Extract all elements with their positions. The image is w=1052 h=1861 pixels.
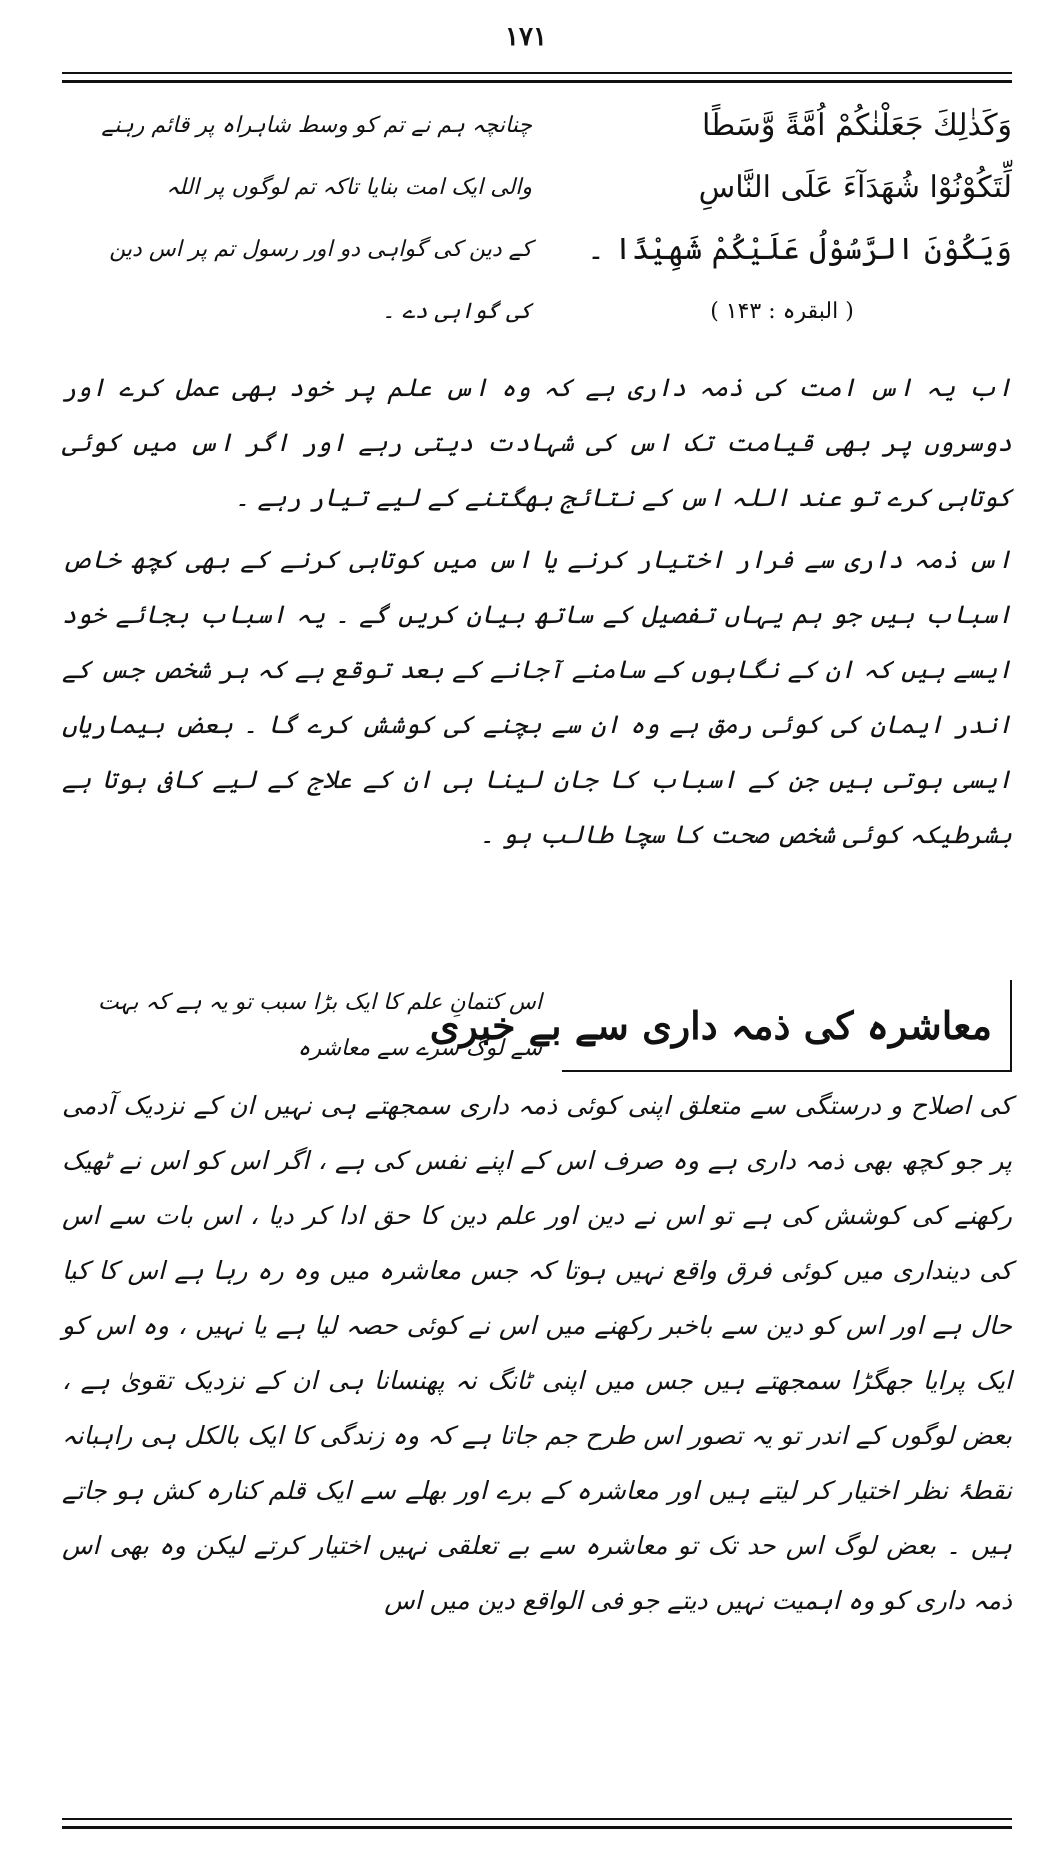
verse-translation: والی ایک امت بنایا تاکہ تم لوگوں پر اللہ (166, 175, 532, 200)
verse-reference: ( البقرہ : ۱۴۳ ) (710, 299, 854, 324)
section-heading: معاشرہ کی ذمہ داری سے بے خبری (562, 980, 1012, 1072)
verse-row (62, 158, 1012, 218)
book-page (40, 0, 1012, 1861)
quran-verse-block (62, 96, 1012, 351)
verse-arabic: وَيَكُوْنَ الرَّسُوْلُ عَلَيْكُمْ شَهِيْدًا ۔ (587, 232, 1012, 267)
verse-row (62, 220, 1012, 280)
verse-translation: کی گواہی دے ۔ (382, 299, 532, 324)
verse-arabic: وَكَذٰلِكَ جَعَلْنٰكُمْ اُمَّةً وَّسَطًا (702, 108, 1012, 143)
verse-translation: چنانچہ ہم نے تم کو وسط شاہراہ پر قائم رہنے (101, 113, 532, 138)
verse-translation: کے دین کی گواہی دو اور رسول تم پر اس دین (109, 237, 532, 262)
paragraph-2: اس ذمہ داری سے فرار اختیار کرنے یا اس میں کوتاہی کرنے کے بھی کچھ خاص اسباب ہیں جو ہم یہاں تفصیل کے ساتھ بیان کریں گے ۔ یہ اسباب بجائے خود ایسے ہیں کہ ان کے نگاہوں کے سامنے آجانے کے بعد توقع ہے کہ ہر شخص جس کے اندر ایمان کی کوئی رمق ہے وہ ان سے بچنے کی کوشش کرے گا ۔ بعض بیماریاں ایسی ہوتی ہیں جن کے اسباب کا جان لینا ہی ان کے علاج کے لیے کافی ہوتا ہے بشرطیکہ کوئی شخص صحت کا سچا طالب ہو ۔ (62, 545, 1012, 849)
page-number: ۱۷۱ (505, 22, 547, 52)
section-side-text: اس کتمانِ علم کا ایک بڑا سبب تو یہ ہے کہ بہت سے لوگ سرے سے معاشرہ (97, 990, 542, 1061)
verse-row (62, 282, 1012, 342)
paragraph-1: اب یہ اس امت کی ذمہ داری ہے کہ وہ اس علم پر خود بھی عمل کرے اور دوسروں پر بھی قیامت تک اس کی شہادت دیتی رہے اور اگر اس میں کوئی کوتاہی کرے تو عند اللہ اس کے نتائج بھگتنے کے لیے تیار رہے ۔ (62, 373, 1012, 512)
top-divider (62, 72, 1012, 83)
paragraph-3: کی اصلاح و درستگی سے متعلق اپنی کوئی ذمہ داری سمجھتے ہی نہیں ان کے نزدیک آدمی پر جو کچھ بھی ذمہ داری ہے وہ صرف اس کے اپنے نفس کی ہے ، اگر اس کو اس نے ٹھیک رکھنے کی کوشش کی ہے تو اس نے دین اور علم دین کا حق ادا کر دیا ، اس بات سے اس کی دینداری میں کوئی فرق واقع نہیں ہوتا کہ جس معاشرہ میں وہ رہ رہا ہے اس کا کیا حال ہے اور اس کو دین سے باخبر رکھنے میں اس نے کوئی حصہ لیا ہے یا نہیں ، وہ اس کو ایک پرایا جھگڑا سمجھتے ہیں جس میں اپنی ٹانگ نہ پھنسانا ہی ان کے نزدیک تقویٰ ہے ، بعض لوگوں کے اندر تو یہ تصور اس طرح جم جاتا ہے کہ وہ زندگی کا ایک بالکل ہی راہبانہ نقطۂ نظر اختیار کر لیتے ہیں اور معاشرہ کے برے اور بھلے سے ایک قلم کنارہ کش ہو جاتے ہیں ۔ بعض لوگ اس حد تک تو معاشرہ سے بے تعلقی نہیں اختیار کرتے لیکن وہ بھی اس ذمہ داری کو وہ اہمیت نہیں دیتے جو فی الواقع دین میں اس (62, 1091, 1012, 1615)
verse-row (62, 96, 1012, 156)
verse-arabic: لِّتَكُوْنُوْا شُهَدَآءَ عَلَى النَّاسِ (698, 170, 1012, 205)
bottom-divider (62, 1818, 1012, 1829)
